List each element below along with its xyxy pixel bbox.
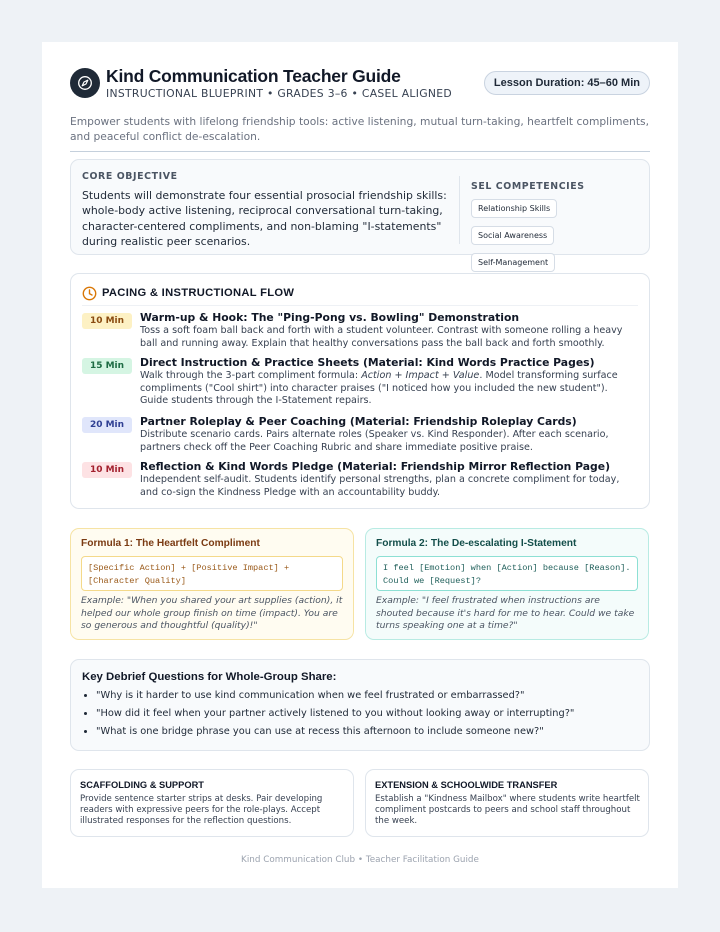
list-item: • "How did it feel when your partner actively listened to you without looking away or interrupting?": [96, 705, 574, 723]
divider: [459, 176, 460, 244]
page-subtitle: INSTRUCTIONAL BLUEPRINT • GRADES 3–6 • CASEL ALIGNED: [106, 87, 452, 100]
debrief-list: [82, 687, 574, 741]
clock-icon: [82, 286, 97, 305]
formula-template: I feel [Emotion] when [Action] because [Reason]. Could we [Request]?: [376, 556, 638, 591]
extension-card: [365, 769, 649, 837]
formula-example: Example: "I feel frustrated when instructions are shouted because it's hard for me to hear. Could we take turns speaking one at a time?": [376, 595, 635, 632]
i-statement-formula-card: [365, 528, 649, 640]
extension-text: Establish a "Kindness Mailbox" where students write heartfelt compliment postcards to peers and school staff throughout the week.: [375, 794, 640, 826]
scaffolding-card: [70, 769, 354, 837]
step-title: Reflection & Kind Words Pledge (Material: Friendship Mirror Reflection Page): [140, 460, 611, 473]
step-title: Partner Roleplay & Peer Coaching (Material: Friendship Roleplay Cards): [140, 415, 577, 428]
time-pill: 10 Min: [82, 313, 132, 329]
core-objective-label: CORE OBJECTIVE: [82, 171, 178, 182]
sel-competencies: [471, 181, 643, 277]
step-description: Distribute scenario cards. Pairs alternate roles (Speaker vs. Kind Responder). After each scenario, partners check off the Peer Coaching Rubric and share immediate positive praise.: [140, 429, 609, 453]
footer: Kind Communication Club • Teacher Facilitation Guide: [241, 855, 479, 865]
competency-chip: Social Awareness: [471, 226, 554, 245]
header: [70, 66, 650, 124]
intro-text: Empower students with lifelong friendship tools: active listening, mutual turn-taking, heartfelt compliments, and peaceful conflict de-escalation.: [70, 114, 650, 152]
time-pill: 20 Min: [82, 417, 132, 433]
list-item: • "Why is it harder to use kind communication when we feel frustrated or embarrassed?": [96, 687, 574, 705]
debrief-card: [70, 659, 650, 751]
competency-chip: Relationship Skills: [471, 199, 557, 218]
time-pill: 15 Min: [82, 358, 132, 374]
sel-label: SEL COMPETENCIES: [471, 181, 585, 192]
scaffolding-title: SCAFFOLDING & SUPPORT: [80, 780, 204, 790]
list-item: • "What is one bridge phrase you can use at recess this afternoon to include someone new?": [96, 723, 574, 741]
step-description: Toss a soft foam ball back and forth with a student volunteer. Contrast with someone rolling a heavy ball and running away. Explain that healthy conversations pass the ball back and forth smoothly.: [140, 325, 623, 349]
step-description: Independent self-audit. Students identify personal strengths, plan a concrete compliment for today, and co-sign the Kindness Pledge with an accountability buddy.: [140, 474, 620, 498]
scaffolding-text: Provide sentence starter strips at desks. Pair developing readers with expressive peers for the role-plays. Accept illustrated responses for the reflection questions.: [80, 794, 323, 826]
formula-title: Formula 1: The Heartfelt Compliment: [81, 538, 260, 549]
step-title: Warm-up & Hook: The "Ping-Pong vs. Bowling" Demonstration: [140, 311, 520, 324]
formula-template: [Specific Action] + [Positive Impact] + [Character Quality]: [81, 556, 343, 591]
pacing-card: [70, 273, 650, 509]
duration-badge: Lesson Duration: 45–60 Min: [484, 71, 650, 95]
competency-chip: Self-Management: [471, 253, 555, 272]
step-description: Walk through the 3-part compliment formula: Action + Impact + Value. Model transforming surface compliments ("Cool shirt") into character praises ("I noticed how you included the new student"). Guide students through the I-Statement repairs.: [140, 370, 618, 407]
step-title: Direct Instruction & Practice Sheets (Material: Kind Words Practice Pages): [140, 356, 595, 369]
time-pill: 10 Min: [82, 462, 132, 478]
formula-title: Formula 2: The De-escalating I-Statement: [376, 538, 577, 549]
pacing-title: PACING & INSTRUCTIONAL FLOW: [102, 287, 295, 299]
compass-icon: [70, 68, 100, 98]
core-objective-card: [70, 159, 650, 267]
formula-example: Example: "When you shared your art supplies (action), it helped our whole group finish on time (impact). You are so generous and thoughtful (quality)!": [81, 595, 343, 632]
page-title: Kind Communication Teacher Guide: [106, 66, 401, 86]
compliment-formula-card: [70, 528, 354, 640]
core-objective-text: Students will demonstrate four essential prosocial friendship skills: whole-body active listening, reciprocal conversational turn-taking, character-centered compliments, and non-blaming "I-statements" during realistic peer scenarios.: [82, 189, 447, 249]
guide-page: [42, 42, 678, 888]
extension-title: EXTENSION & SCHOOLWIDE TRANSFER: [375, 780, 558, 790]
debrief-title: Key Debrief Questions for Whole-Group Share:: [82, 671, 337, 683]
